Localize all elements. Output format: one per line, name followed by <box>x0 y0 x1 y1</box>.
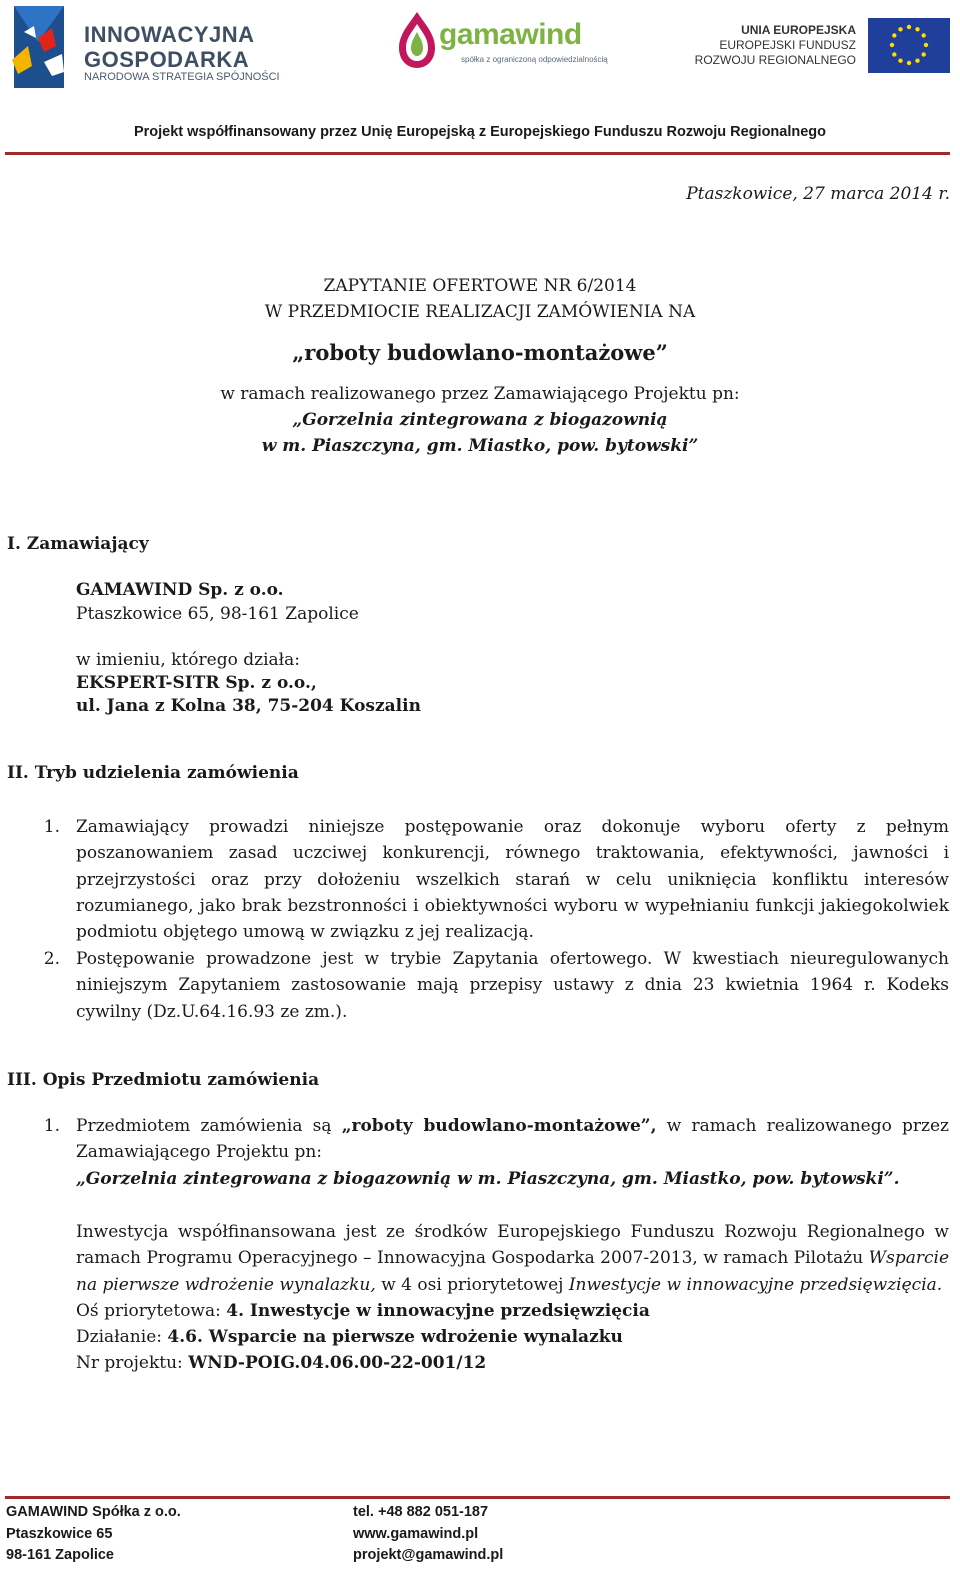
priority-axis-line <box>76 1301 650 1321</box>
investment-paragraph <box>76 1219 949 1298</box>
orderer-address: Ptaszkowice 65, 98-161 Zapolice <box>76 604 359 624</box>
gamawind-logo-tagline: spółka z ograniczoną odpowiedzialnością <box>461 55 608 64</box>
section2-heading: II. Tryb udzielenia zamówienia <box>7 763 299 783</box>
section3-item1-prefix: Przedmiotem zamówienia są <box>76 1116 332 1136</box>
action-line <box>76 1327 623 1347</box>
agent-company: EKSPERT-SITR Sp. z o.o., <box>76 673 317 693</box>
investment-text2: w 4 osi priorytetowej <box>381 1274 564 1295</box>
gamawind-logo-name: gamawind <box>439 18 582 51</box>
eu-logo <box>694 18 952 78</box>
action-value: 4.6. Wsparcie na pierwsze wdrożenie wynalazku <box>167 1327 623 1347</box>
section1-heading: I. Zamawiający <box>7 534 149 554</box>
footer-phone: tel. +48 882 051-187 <box>353 1504 489 1520</box>
section2-item1-text: Zamawiający prowadzi niniejsze postępowanie oraz dokonuje wyboru oferty z pełnym poszanowaniem zasad uczciwej konkurencji, równego traktowania, efektywności, jawności i przejrzystości oraz przy dołożeniu wszelkich starań w celu uniknięcia konfliktu interesów rozumianego, jako brak bezstronności i obiektywności wyboru w wypełnianiu funkcji jakiegokolwiek podmiotu objętego umową w związku z jej realizacją. <box>76 817 949 943</box>
project-number-line <box>76 1353 486 1373</box>
footer-divider <box>5 1496 950 1499</box>
investment-text1: Inwestycja współfinansowana jest ze środków Europejskiego Funduszu Rozwoju Regionalnego w ramach Programu Operacyjnego – Innowacyjna Gospodarka 2007-2013, w ramach Pilotażu <box>76 1222 949 1269</box>
innowacyjna-gospodarka-emblem-icon <box>8 2 80 92</box>
gamawind-logo <box>395 10 608 80</box>
footer-email-link[interactable]: projekt@gamawind.pl <box>353 1547 504 1563</box>
eu-logo-line3: ROZWOJU REGIONALNEGO <box>694 53 856 67</box>
section3-item1-text <box>76 1113 949 1166</box>
cofinance-statement: Projekt współfinansowany przez Unię Europejską z Europejskiego Funduszu Rozwoju Regionalnego <box>133 124 827 140</box>
title-line2: W PRZEDMIOCIE REALIZACJI ZAMÓWIENIA NA <box>264 302 696 322</box>
agent-address: ul. Jana z Kolna 38, 75-204 Koszalin <box>76 696 421 716</box>
section2-item2-number: 2. <box>43 949 60 969</box>
document-date: Ptaszkowice, 27 marca 2014 r. <box>686 184 950 204</box>
project-number-value: WND-POIG.04.06.00-22-001/12 <box>188 1353 487 1373</box>
section3-item1-number: 1. <box>43 1116 60 1136</box>
section3-project-name: „Gorzelnia zintegrowana z biogazownią w m. Piaszczyna, gm. Miastko, pow. bytowski”. <box>76 1169 900 1189</box>
footer-city: 98-161 Zapolice <box>6 1547 114 1563</box>
eu-logo-line1: UNIA EUROPEJSKA <box>741 23 856 37</box>
footer-contact-block <box>353 1502 503 1567</box>
title-intro: w ramach realizowanego przez Zamawiającego Projektu pn: <box>220 384 740 404</box>
on-behalf-label: w imieniu, którego działa: <box>76 650 301 670</box>
footer-street: Ptaszkowice 65 <box>6 1525 113 1542</box>
section3-heading: III. Opis Przedmiotu zamówienia <box>7 1070 320 1090</box>
title-project-line1: „Gorzelnia zintegrowana z biogazownią <box>292 410 668 430</box>
section2-item1-number: 1. <box>43 817 60 837</box>
title-line1: ZAPYTANIE OFERTOWE NR 6/2014 <box>323 276 637 296</box>
action-label: Działanie: <box>76 1327 162 1347</box>
title-subject: „roboty budowlano-montażowe” <box>292 340 668 365</box>
logo-ig-line3: NARODOWA STRATEGIA SPÓJNOŚCI <box>84 71 280 83</box>
orderer-company: GAMAWIND Sp. z o.o. <box>76 580 284 600</box>
investment-axis-name: Inwestycje w innowacyjne przedsięwzięcia. <box>568 1274 943 1295</box>
investment-pilot-name: Wsparcie na pierwsze wdrożenie wynalazku, <box>76 1248 950 1295</box>
logo-ig-line2: GOSPODARKA <box>84 47 250 72</box>
header-divider <box>5 152 950 155</box>
logo-ig-line1: INNOWACYJNA <box>84 22 255 47</box>
section3-item1-subject: „roboty budowlano-montażowe”, <box>341 1116 657 1136</box>
section2-item2-text: Postępowanie prowadzone jest w trybie Zapytania ofertowego. W kwestiach nieuregulowanych niniejszym Zapytaniem zastosowanie mają przepisy ustawy z dnia 23 kwietnia 1964 r. Kodeks cywilny (Dz.U.64.16.93 ze zm.). <box>76 949 949 1022</box>
footer-company: GAMAWIND Spółka z o.o. <box>6 1504 181 1520</box>
priority-axis-value: 4. Inwestycje w innowacyjne przedsięwzięcia <box>226 1301 650 1321</box>
eu-flag-icon <box>868 18 950 73</box>
innowacyjna-gospodarka-logo <box>8 2 288 92</box>
footer-www-link[interactable]: www.gamawind.pl <box>353 1525 479 1542</box>
section3-item1-suffix: w ramach realizowanego przez Zamawiającego Projektu pn: <box>76 1116 950 1163</box>
project-number-label: Nr projektu: <box>76 1353 183 1373</box>
gamawind-drop-icon <box>395 10 439 72</box>
title-project-line2: w m. Piaszczyna, gm. Miastko, pow. bytowski” <box>261 436 699 456</box>
eu-logo-line2: EUROPEJSKI FUNDUSZ <box>719 38 856 52</box>
priority-axis-label: Oś priorytetowa: <box>76 1301 221 1321</box>
footer-address-block <box>6 1502 181 1567</box>
